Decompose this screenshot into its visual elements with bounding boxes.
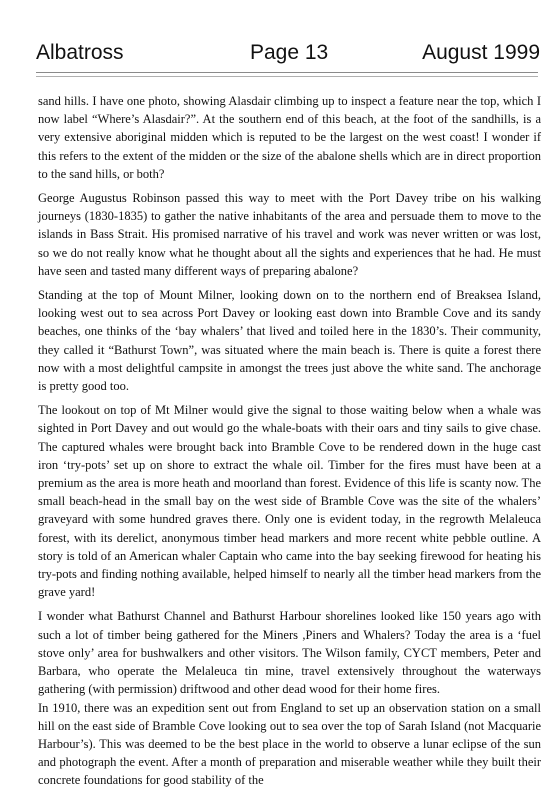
paragraph: sand hills. I have one photo, showing Alasdair climbing up to inspect a feature near the top, which I now label “Where’s Alasdair?”. At the southern end of this beach, at the foot of the sandhills, is a very extensive aboriginal midden which is reputed to be the largest on the west coast! I wonder if this refers to the extent of the midden or the size of the abalone shells which are in direct proportion to the sand hills, or both? xyxy=(38,94,541,181)
paragraph: I wonder what Bathurst Channel and Bathurst Harbour shorelines looked like 150 years ago with such a lot of timber being gathered for the Miners ,Piners and Whalers? Today the area is a ‘fuel stove only’ area for bushwalkers and other visitors. The Wilson family, CYCT members, Peter and Barbara, who operate the Melaleuca tin mine, travel extensively throughout the waterways gathering (with permission) driftwood and other dead wood for their home fires. xyxy=(38,609,541,697)
article-body xyxy=(38,92,541,796)
paragraph: George Augustus Robinson passed this way to meet with the Port Davey tribe on his walking journeys (1830-1835) to gather the native inhabitants of the area and persuade them to move to the islands in Bass Strait. His promised narrative of his travel and work was never written or was lost, so we do not really know what he thought about all the sights and experiences that he had. He must have seen and tasted many different ways of preparing abalone? xyxy=(38,191,541,278)
paragraph: In 1910, there was an expedition sent out from England to set up an observation station on a small hill on the east side of Bramble Cove looking out to sea over the top of Sarah Island (not Macquarie Harbour’s). This was deemed to be the best place in the world to observe a lunar eclipse of the sun and photograph the event. After a month of preparation and miserable weather while they built their concrete foundations for good stability of the xyxy=(38,700,541,788)
page-number: Page 13 xyxy=(250,41,329,64)
publication-title: Albatross xyxy=(36,41,124,64)
page-header xyxy=(36,38,540,68)
issue-date: August 1999 xyxy=(422,41,540,64)
header-divider xyxy=(36,72,538,77)
paragraph: Standing at the top of Mount Milner, looking down on to the northern end of Breaksea Island, looking west out to sea across Port Davey or looking east down into Bramble Cove and its sandy beaches, one thinks of the ‘bay whalers’ that lived and toiled here in the 1830’s. Their community, they called it “Bathurst Town”, was situated where the main beach is. There is quite a forest there now with a most delightful campsite in amongst the trees just above the white sand. The anchorage is pretty good too. xyxy=(38,288,541,394)
paragraph: The lookout on top of Mt Milner would give the signal to those waiting below when a whale was sighted in Port Davey and out would go the whale-boats with their oars and tiny sails to give chase. The captured whales were brought back into Bramble Cove to be rendered down in the huge cast iron ‘try-pots’ set up on shore to extract the whale oil. Timber for the fires must have been at a premium as the area is more heath and moorland than forest. Evidence of this life is scanty now. The small beach-head in the small bay on the west side of Bramble Cove was the site of the whalers’ graveyard with some hundred graves there. Only one is evident today, in the regrowth Melaleuca forest, with its derelict, anonymous timber head markers and more recent white pebble outline. A story is told of an American whaler Captain who came into the bay seeking firewood for heating his try-pots and finding nothing available, helped himself to nearly all the timber head markers from the grave yard! xyxy=(38,403,541,600)
